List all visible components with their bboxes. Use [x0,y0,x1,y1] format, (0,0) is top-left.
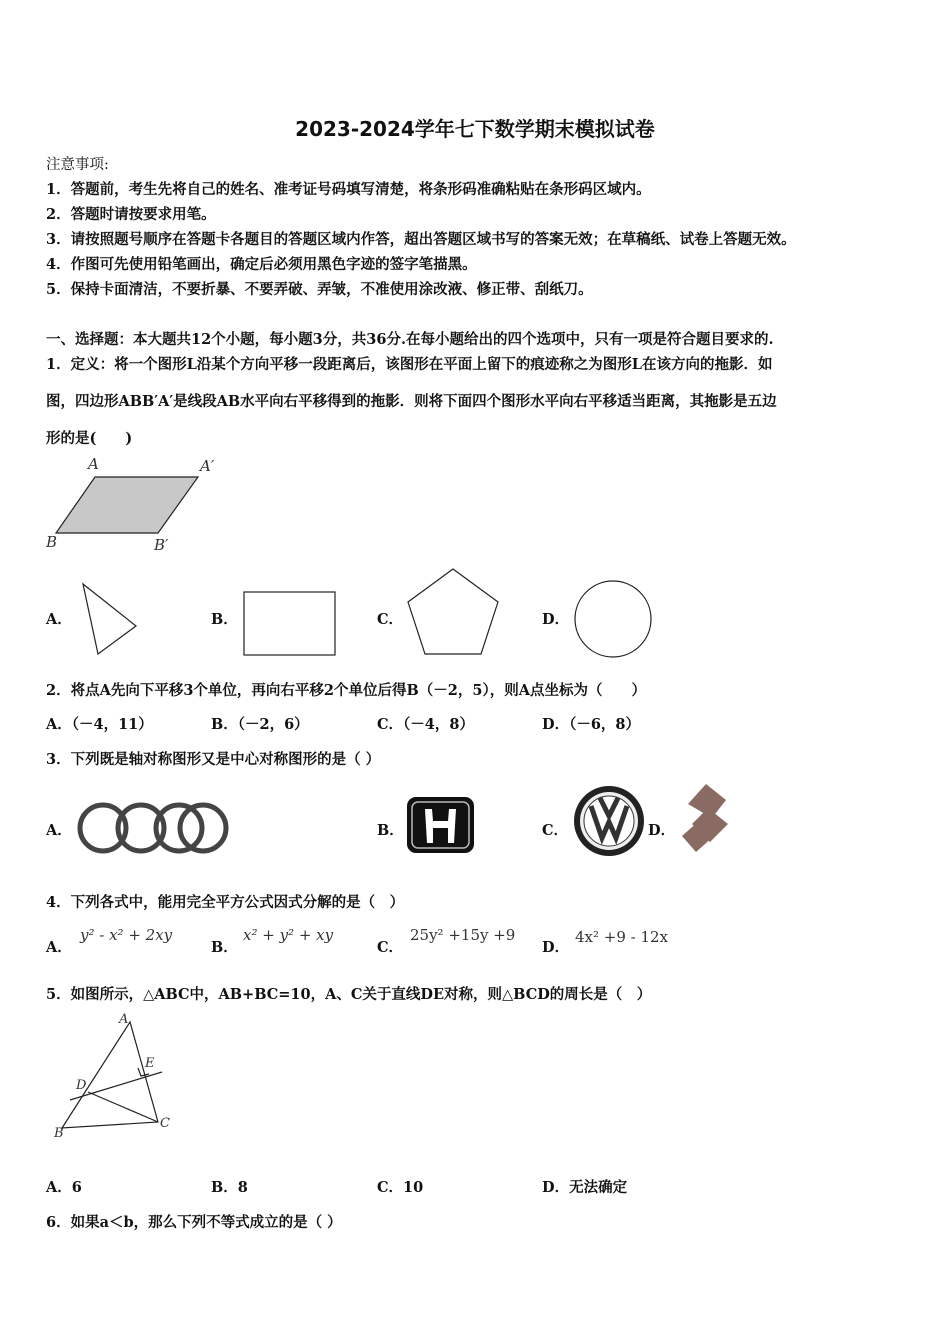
q1-text-line3: 形的是( ) [46,430,133,447]
notice-heading: 注意事项: [46,157,109,173]
q5-option-C[interactable]: C．10 [377,1179,424,1196]
q1-option-D-label[interactable]: D． [542,611,570,628]
section-heading: 一、选择题：本大题共12个小题，每小题3分，共36分.在每小题给出的四个选项中，只有一项是符合题目要求的. [46,331,774,348]
q4-text: 4．下列各式中，能用完全平方公式因式分解的是（ ） [46,894,405,911]
q4-option-C-label[interactable]: C． [377,939,404,956]
q1-label-A: A [88,455,99,473]
q4-option-C-expr: 25y² +15y +9 [410,926,516,944]
q1-option-B-rectangle [243,590,339,660]
q1-option-C-label[interactable]: C． [377,611,404,628]
q3-option-D-label[interactable]: D． [648,822,676,839]
q1-option-A-triangle [78,578,148,658]
vw-logo-icon [572,784,648,860]
q4-option-A-label[interactable]: A． [46,939,72,956]
q4-option-D-label[interactable]: D． [542,939,570,956]
folded-square-logo-icon [678,778,734,856]
q2-text: 2．将点A先向下平移3个单位，再向右平移2个单位后得B（－2，5），则A点坐标为（ ） [46,682,646,699]
q5-label-E: E [145,1056,155,1071]
q4-option-D-expr: 4x² +9 - 12x [575,928,669,946]
q5-label-D: D [76,1078,87,1093]
q3-option-A-label[interactable]: A． [46,822,72,839]
q3-text: 3．下列既是轴对称图形又是中心对称图形的是（ ） [46,751,381,768]
q2-option-A[interactable]: A．（－4，11） [46,716,153,733]
q3-option-C-label[interactable]: C． [542,822,569,839]
notice-item: 3．请按照题号顺序在答题卡各题目的答题区域内作答，超出答题区域书写的答案无效；在草稿纸、试卷上答题无效。 [46,231,796,248]
q2-option-C[interactable]: C．（－4，8） [377,716,474,733]
notice-item: 4．作图可先使用铅笔画出，确定后必须用黑色字迹的签字笔描黑。 [46,256,477,273]
q4-option-B-label[interactable]: B． [211,939,238,956]
q1-option-B-label[interactable]: B． [211,611,238,628]
q5-option-B[interactable]: B．8 [211,1179,248,1196]
notice-item: 2．答题时请按要求用笔。 [46,206,216,223]
page-title: 2023-2024学年七下数学期末模拟试卷 [295,117,655,141]
q3-option-B-label[interactable]: B． [377,822,404,839]
q1-label-B: B [46,533,58,551]
q4-option-B-expr: x² + y² + xy [243,926,334,944]
q1-option-D-circle [572,578,656,662]
q2-option-D[interactable]: D．（－6，8） [542,716,641,733]
q5-label-C: C [160,1116,170,1131]
q5-text: 5．如图所示，△ABC中，AB+BC=10，A、C关于直线DE对称，则△BCD的周长是（ ） [46,986,652,1003]
q2-option-B[interactable]: B．（－2，6） [211,716,309,733]
four-rings-logo-icon [76,800,230,858]
q1-label-B-prime: B′ [154,536,169,554]
notice-item: 1．答题前，考生先将自己的姓名、准考证号码填写清楚，将条形码准确粘贴在条形码区域内。 [46,181,651,198]
q1-text-line2: 图，四边形ABB′A′是线段AB水平向右平移得到的拖影．则将下面四个图形水平向右平移适当距离，其拖影是五边 [46,393,777,410]
q1-option-A-label[interactable]: A． [46,611,72,628]
h-emblem-logo-icon [405,795,477,855]
q5-option-D[interactable]: D．无法确定 [542,1179,628,1196]
notice-item: 5．保持卡面清洁，不要折暴、不要弄破、弄皱，不准使用涂改液、修正带、刮纸刀。 [46,281,593,298]
q6-text: 6．如果a＜b，那么下列不等式成立的是（ ） [46,1214,342,1231]
q5-option-A[interactable]: A．6 [46,1179,82,1196]
q1-label-A-prime: A′ [200,457,215,475]
q5-label-A: A [119,1012,129,1027]
q4-option-A-expr: y² - x² + 2xy [80,926,173,944]
q5-label-B: B [54,1126,64,1141]
q1-text-line1: 1．定义：将一个图形L沿某个方向平移一段距离后，该图形在平面上留下的痕迹称之为图形L在该方向的拖影．如 [46,356,773,373]
q1-option-C-pentagon [405,566,505,658]
